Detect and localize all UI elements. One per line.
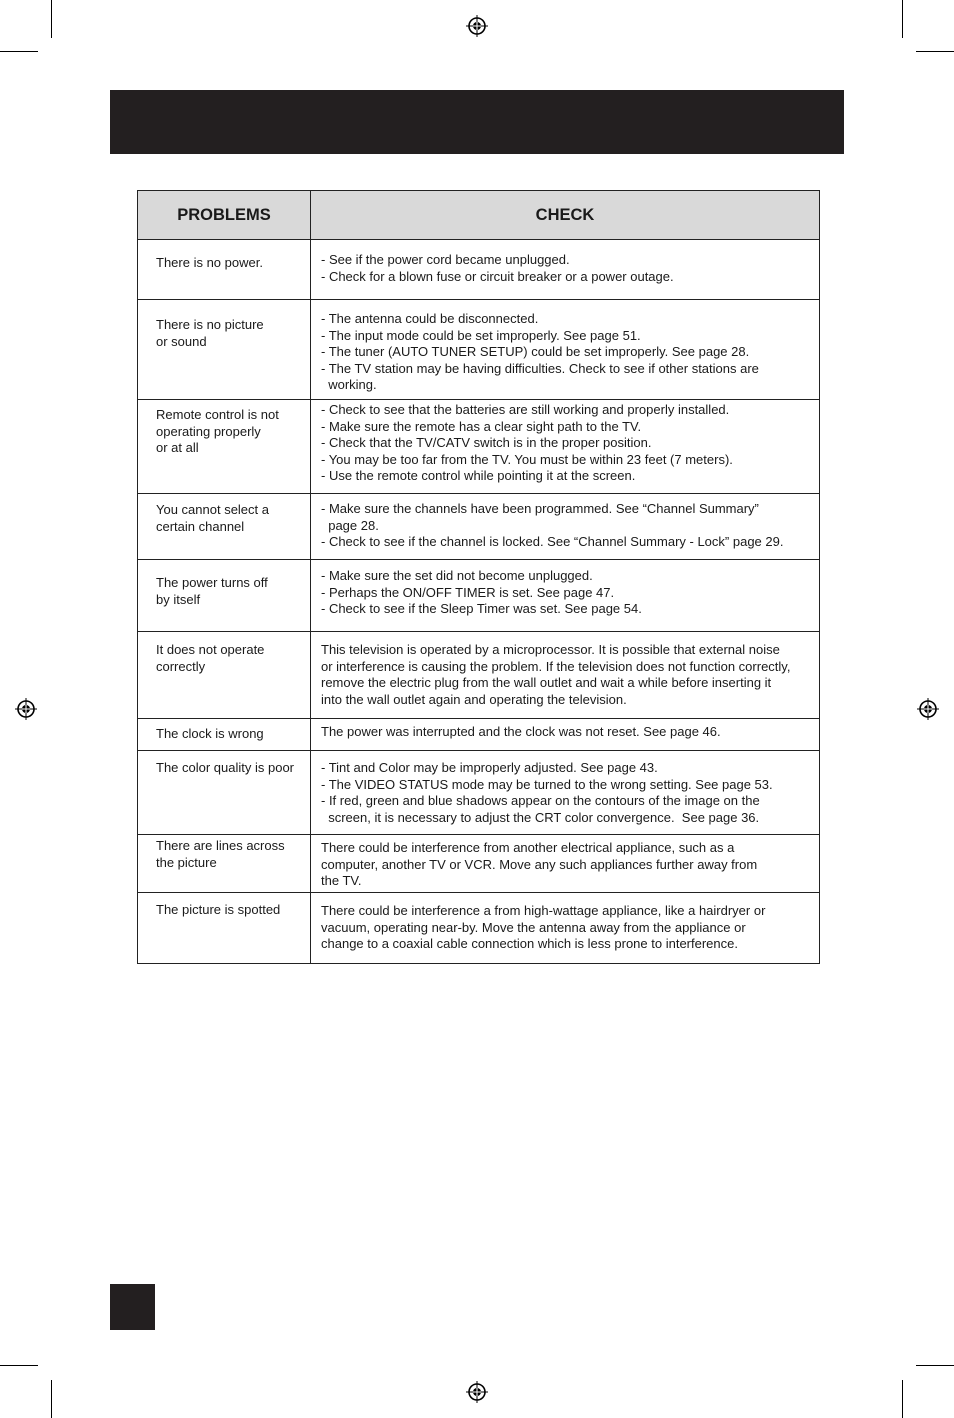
table-header-row (138, 191, 820, 240)
problem-cell: Remote control is not operating properly or at all (138, 400, 311, 494)
check-line: - Make sure the set did not become unplugged. (321, 568, 593, 583)
check-line: working. (321, 377, 377, 393)
check-paragraph: This television is operated by a microprocessor. It is possible that external noise or interference is causing the problem. If the television does not function correctly, remove the electric plug from the wall outlet and wait a while before inserting it into the wall outlet again and operating the television. (321, 642, 791, 707)
table-row (138, 300, 820, 400)
check-cell (311, 560, 820, 632)
table-row (138, 893, 820, 964)
problem-cell: There is no picture or sound (138, 300, 311, 400)
check-line: - Make sure the remote has a clear sight path to the TV. (321, 418, 642, 434)
problem-cell: The color quality is poor (138, 751, 311, 835)
problems-column-header: PROBLEMS (138, 191, 311, 240)
table-row (138, 719, 820, 751)
check-cell (311, 835, 820, 893)
table-row (138, 835, 820, 893)
crop-mark-bottom-left-v (51, 1380, 52, 1418)
problem-cell: There is no power. (138, 240, 311, 300)
check-cell (311, 494, 820, 560)
check-line: - Check to see if the Sleep Timer was set. See page 54. (321, 601, 642, 617)
crop-mark-bottom-right-v (902, 1380, 903, 1418)
check-line: - If red, green and blue shadows appear on the contours of the image on the (321, 793, 760, 809)
check-line: - Check to see that the batteries are still working and properly installed. (321, 402, 730, 417)
problem-cell: The clock is wrong (138, 719, 311, 751)
check-cell (311, 751, 820, 835)
problem-cell: There are lines across the picture (138, 835, 311, 893)
troubleshooting-table (137, 190, 820, 964)
registration-mark-icon (917, 698, 939, 720)
check-line: - Check for a blown fuse or circuit breaker or a power outage. (321, 268, 674, 284)
check-paragraph: There could be interference from another electrical appliance, such as a computer, another TV or VCR. Move any such appliances further away from the TV. (321, 840, 758, 889)
check-line: - The VIDEO STATUS mode may be turned to the wrong setting. See page 53. (321, 776, 773, 792)
check-cell (311, 893, 820, 964)
check-line: - Use the remote control while pointing it at the screen. (321, 468, 636, 484)
check-column-header: CHECK (311, 191, 820, 240)
check-line: screen, it is necessary to adjust the CRT color convergence. See page 36. (321, 809, 760, 825)
problem-cell: It does not operate correctly (138, 632, 311, 719)
problem-cell: You cannot select a certain channel (138, 494, 311, 560)
check-line: - Perhaps the ON/OFF TIMER is set. See page 47. (321, 584, 615, 600)
check-cell (311, 240, 820, 300)
check-line: page 28. (321, 517, 379, 533)
crop-mark-bottom-left-h (0, 1365, 38, 1366)
problem-cell: The picture is spotted (138, 893, 311, 964)
check-line: - Make sure the channels have been programmed. See “Channel Summary” (321, 501, 759, 516)
check-line: - The input mode could be set improperly. See page 51. (321, 327, 641, 343)
check-cell (311, 400, 820, 494)
check-paragraph: There could be interference a from high-wattage appliance, like a hairdryer or vacuum, operating near-by. Move the antenna away from the appliance or change to a coaxial cable connection which is less prone to interference. (321, 903, 766, 952)
crop-mark-top-left-h (0, 51, 38, 52)
page-number-block (110, 1284, 155, 1330)
table-row (138, 560, 820, 632)
check-line: - The TV station may be having difficulties. Check to see if other stations are (321, 360, 759, 376)
problem-cell: The power turns off by itself (138, 560, 311, 632)
check-cell (311, 300, 820, 400)
table-row (138, 400, 820, 494)
crop-mark-top-right-v (902, 0, 903, 38)
registration-mark-icon (466, 1381, 488, 1403)
check-cell (311, 632, 820, 719)
check-line: - See if the power cord became unplugged. (321, 252, 570, 267)
check-line: - The tuner (AUTO TUNER SETUP) could be set improperly. See page 28. (321, 344, 750, 360)
crop-mark-top-right-h (916, 51, 954, 52)
table-row (138, 240, 820, 300)
page-header-bar (110, 90, 844, 154)
registration-mark-icon (15, 698, 37, 720)
check-line: - You may be too far from the TV. You must be within 23 feet (7 meters). (321, 451, 733, 467)
crop-mark-top-left-v (51, 0, 52, 38)
table-row (138, 751, 820, 835)
check-cell (311, 719, 820, 751)
table-row (138, 632, 820, 719)
crop-mark-bottom-right-h (916, 1365, 954, 1366)
check-line: - Tint and Color may be improperly adjusted. See page 43. (321, 760, 658, 775)
check-line: - The antenna could be disconnected. (321, 311, 539, 326)
registration-mark-icon (466, 15, 488, 37)
check-line: The power was interrupted and the clock was not reset. See page 46. (321, 724, 721, 739)
table-row (138, 494, 820, 560)
check-line: - Check to see if the channel is locked. See “Channel Summary - Lock” page 29. (321, 534, 784, 550)
check-line: - Check that the TV/CATV switch is in the proper position. (321, 435, 652, 451)
